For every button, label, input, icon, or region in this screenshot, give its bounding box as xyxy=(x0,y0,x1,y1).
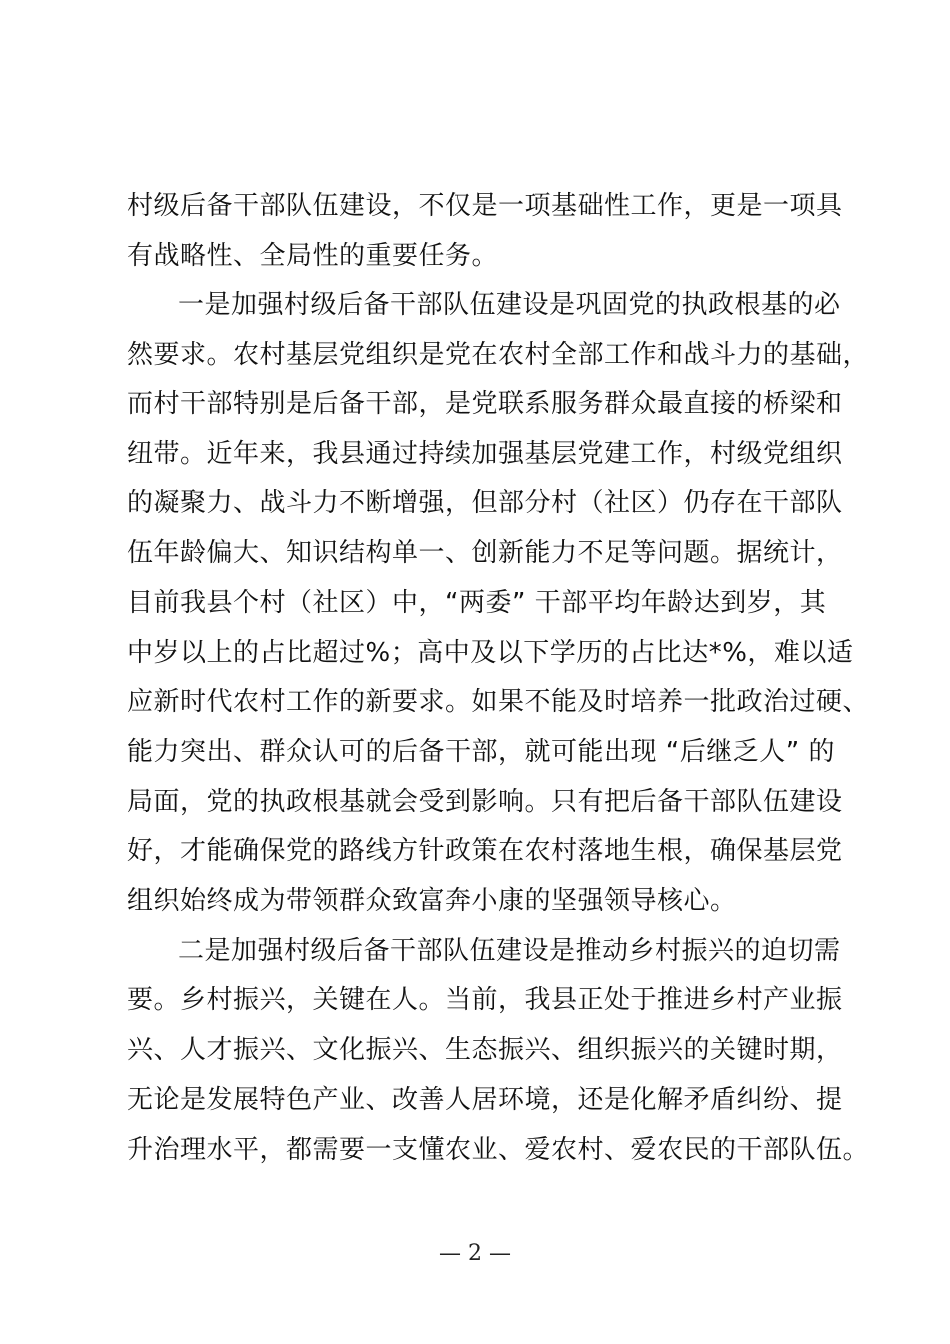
text-line: 目前我县个村（社区）中，“两委” 干部平均年龄达到岁，其 xyxy=(127,588,827,618)
page-number: — 2 — xyxy=(439,1241,511,1266)
text-line: 纽带。近年来，我县通过持续加强基层党建工作，村级党组织 xyxy=(127,439,843,469)
text-line: 组织始终成为带领群众致富奔小康的坚强领导核心。 xyxy=(127,886,737,916)
text-line: 然要求。农村基层党组织是党在农村全部工作和战斗力的基础， xyxy=(127,340,870,370)
text-line: 局面，党的执政根基就会受到影响。只有把后备干部队伍建设 xyxy=(127,787,843,817)
text-line: 能力突出、群众认可的后备干部，就可能出现 “后继乏人” 的 xyxy=(127,737,835,767)
text-line: 兴、人才振兴、文化振兴、生态振兴、组织振兴的关键时期， xyxy=(127,1035,843,1065)
text-line: 的凝聚力、战斗力不断增强，但部分村（社区）仍存在干部队 xyxy=(127,488,843,518)
text-line: 应新时代农村工作的新要求。如果不能及时培养一批政治过硬、 xyxy=(127,687,870,717)
text-line: 有战略性、全局性的重要任务。 xyxy=(127,241,499,271)
text-line: 升治理水平，都需要一支懂农业、爱农村、爱农民的干部队伍。 xyxy=(127,1135,870,1165)
paragraph-first-line: 二是加强村级后备干部队伍建设是推动乡村振兴的迫切需 xyxy=(178,936,841,966)
text-line: 中岁以上的占比超过%；高中及以下学历的占比达*%，难以适 xyxy=(127,638,854,668)
text-line: 而村干部特别是后备干部，是党联系服务群众最直接的桥梁和 xyxy=(127,389,843,419)
text-line: 伍年龄偏大、知识结构单一、创新能力不足等问题。据统计， xyxy=(127,538,843,568)
text-line: 无论是发展特色产业、改善人居环境，还是化解矛盾纠纷、提 xyxy=(127,1085,843,1115)
paragraph-first-line: 一是加强村级后备干部队伍建设是巩固党的执政根基的必 xyxy=(178,290,841,320)
text-line: 村级后备干部队伍建设，不仅是一项基础性工作，更是一项具 xyxy=(127,191,843,221)
text-line: 好，才能确保党的路线方针政策在农村落地生根，确保基层党 xyxy=(127,836,843,866)
text-line: 要。乡村振兴，关键在人。当前，我县正处于推进乡村产业振 xyxy=(127,985,843,1015)
